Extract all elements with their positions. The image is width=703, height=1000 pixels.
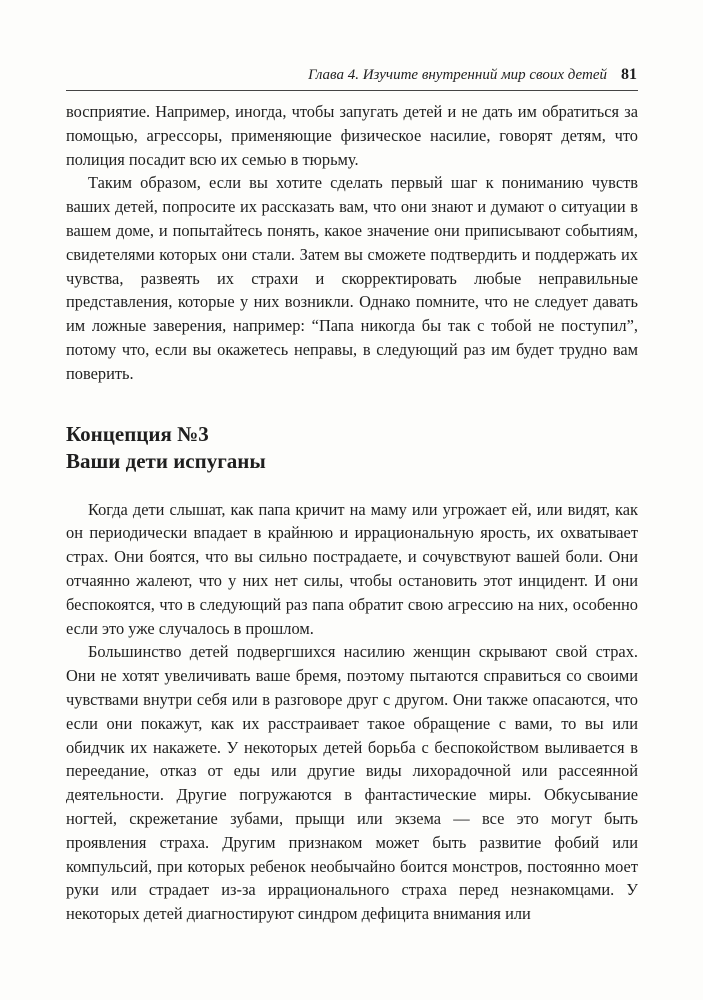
running-header xyxy=(66,66,637,84)
paragraph: восприятие. Например, иногда, чтобы запугать детей и не дать им обратиться за помощью, агрессоры, применяющие физическое насилие, говорят детям, что полиция посадит всю их семью в тюрьму. xyxy=(66,102,638,169)
chapter-title: Глава 4. Изучите внутренний мир своих детей xyxy=(308,67,607,83)
section-heading xyxy=(66,421,638,475)
paragraph: Когда дети слышат, как папа кричит на маму или угрожает ей, или видят, как он периодически впадает в крайнюю и иррациональную ярость, их охватывает страх. Они боятся, что вы сильно пострадаете, и сочувствуют вашей боли. Они отчаянно жалеют, что у них нет силы, чтобы остановить этот инцидент. И они беспокоятся, что в следующий раз папа обратит свою агрессию на них, особенно если это уже случалось в прошлом. xyxy=(66,499,638,638)
body-text xyxy=(66,100,638,926)
header-rule xyxy=(66,90,638,91)
page-number: 81 xyxy=(621,66,637,83)
section-heading-line2: Ваши дети испуганы xyxy=(66,448,266,473)
section-heading-line1: Концепция №3 xyxy=(66,421,209,446)
paragraph: Большинство детей подвергшихся насилию женщин скрывают свой страх. Они не хотят увеличивать ваше бремя, поэтому пытаются справиться со своими чувствами внутри себя или в разговоре друг с другом. Они также опасаются, что если они покажут, как их расстраивает такое обращение с вами, то вы или обидчик их накажете. У некоторых детей борьба с беспокойством выливается в переедание, отказ от еды или другие виды лихорадочной или рассеянной деятельности. Другие погружаются в фантастические миры. Обкусывание ногтей, скрежетание зубами, прыщи или экзема — все это могут быть проявления страха. Другим признаком может быть развитие фобий или компульсий, при которых ребенок необычайно боится монстров, постоянно моет руки или страдает из-за иррационального страха перед незнакомцами. У некоторых детей диагностируют синдром дефицита внимания или xyxy=(66,642,638,924)
paragraph: Таким образом, если вы хотите сделать первый шаг к пониманию чувств ваших детей, попросите их рассказать вам, что они знают и думают о ситуации в вашем доме, и попытайтесь понять, какое значение они приписывают событиям, свидетелями которых они стали. Затем вы сможете подтвердить и поддержать их чувства, развеять их страхи и скорректировать любые неправильные представления, которые у них возникли. Однако помните, что не следует давать им ложные заверения, например: “Папа никогда бы так с тобой не поступил”, потому что, если вы окажетесь неправы, в следующий раз им будет трудно вам поверить. xyxy=(66,173,638,383)
